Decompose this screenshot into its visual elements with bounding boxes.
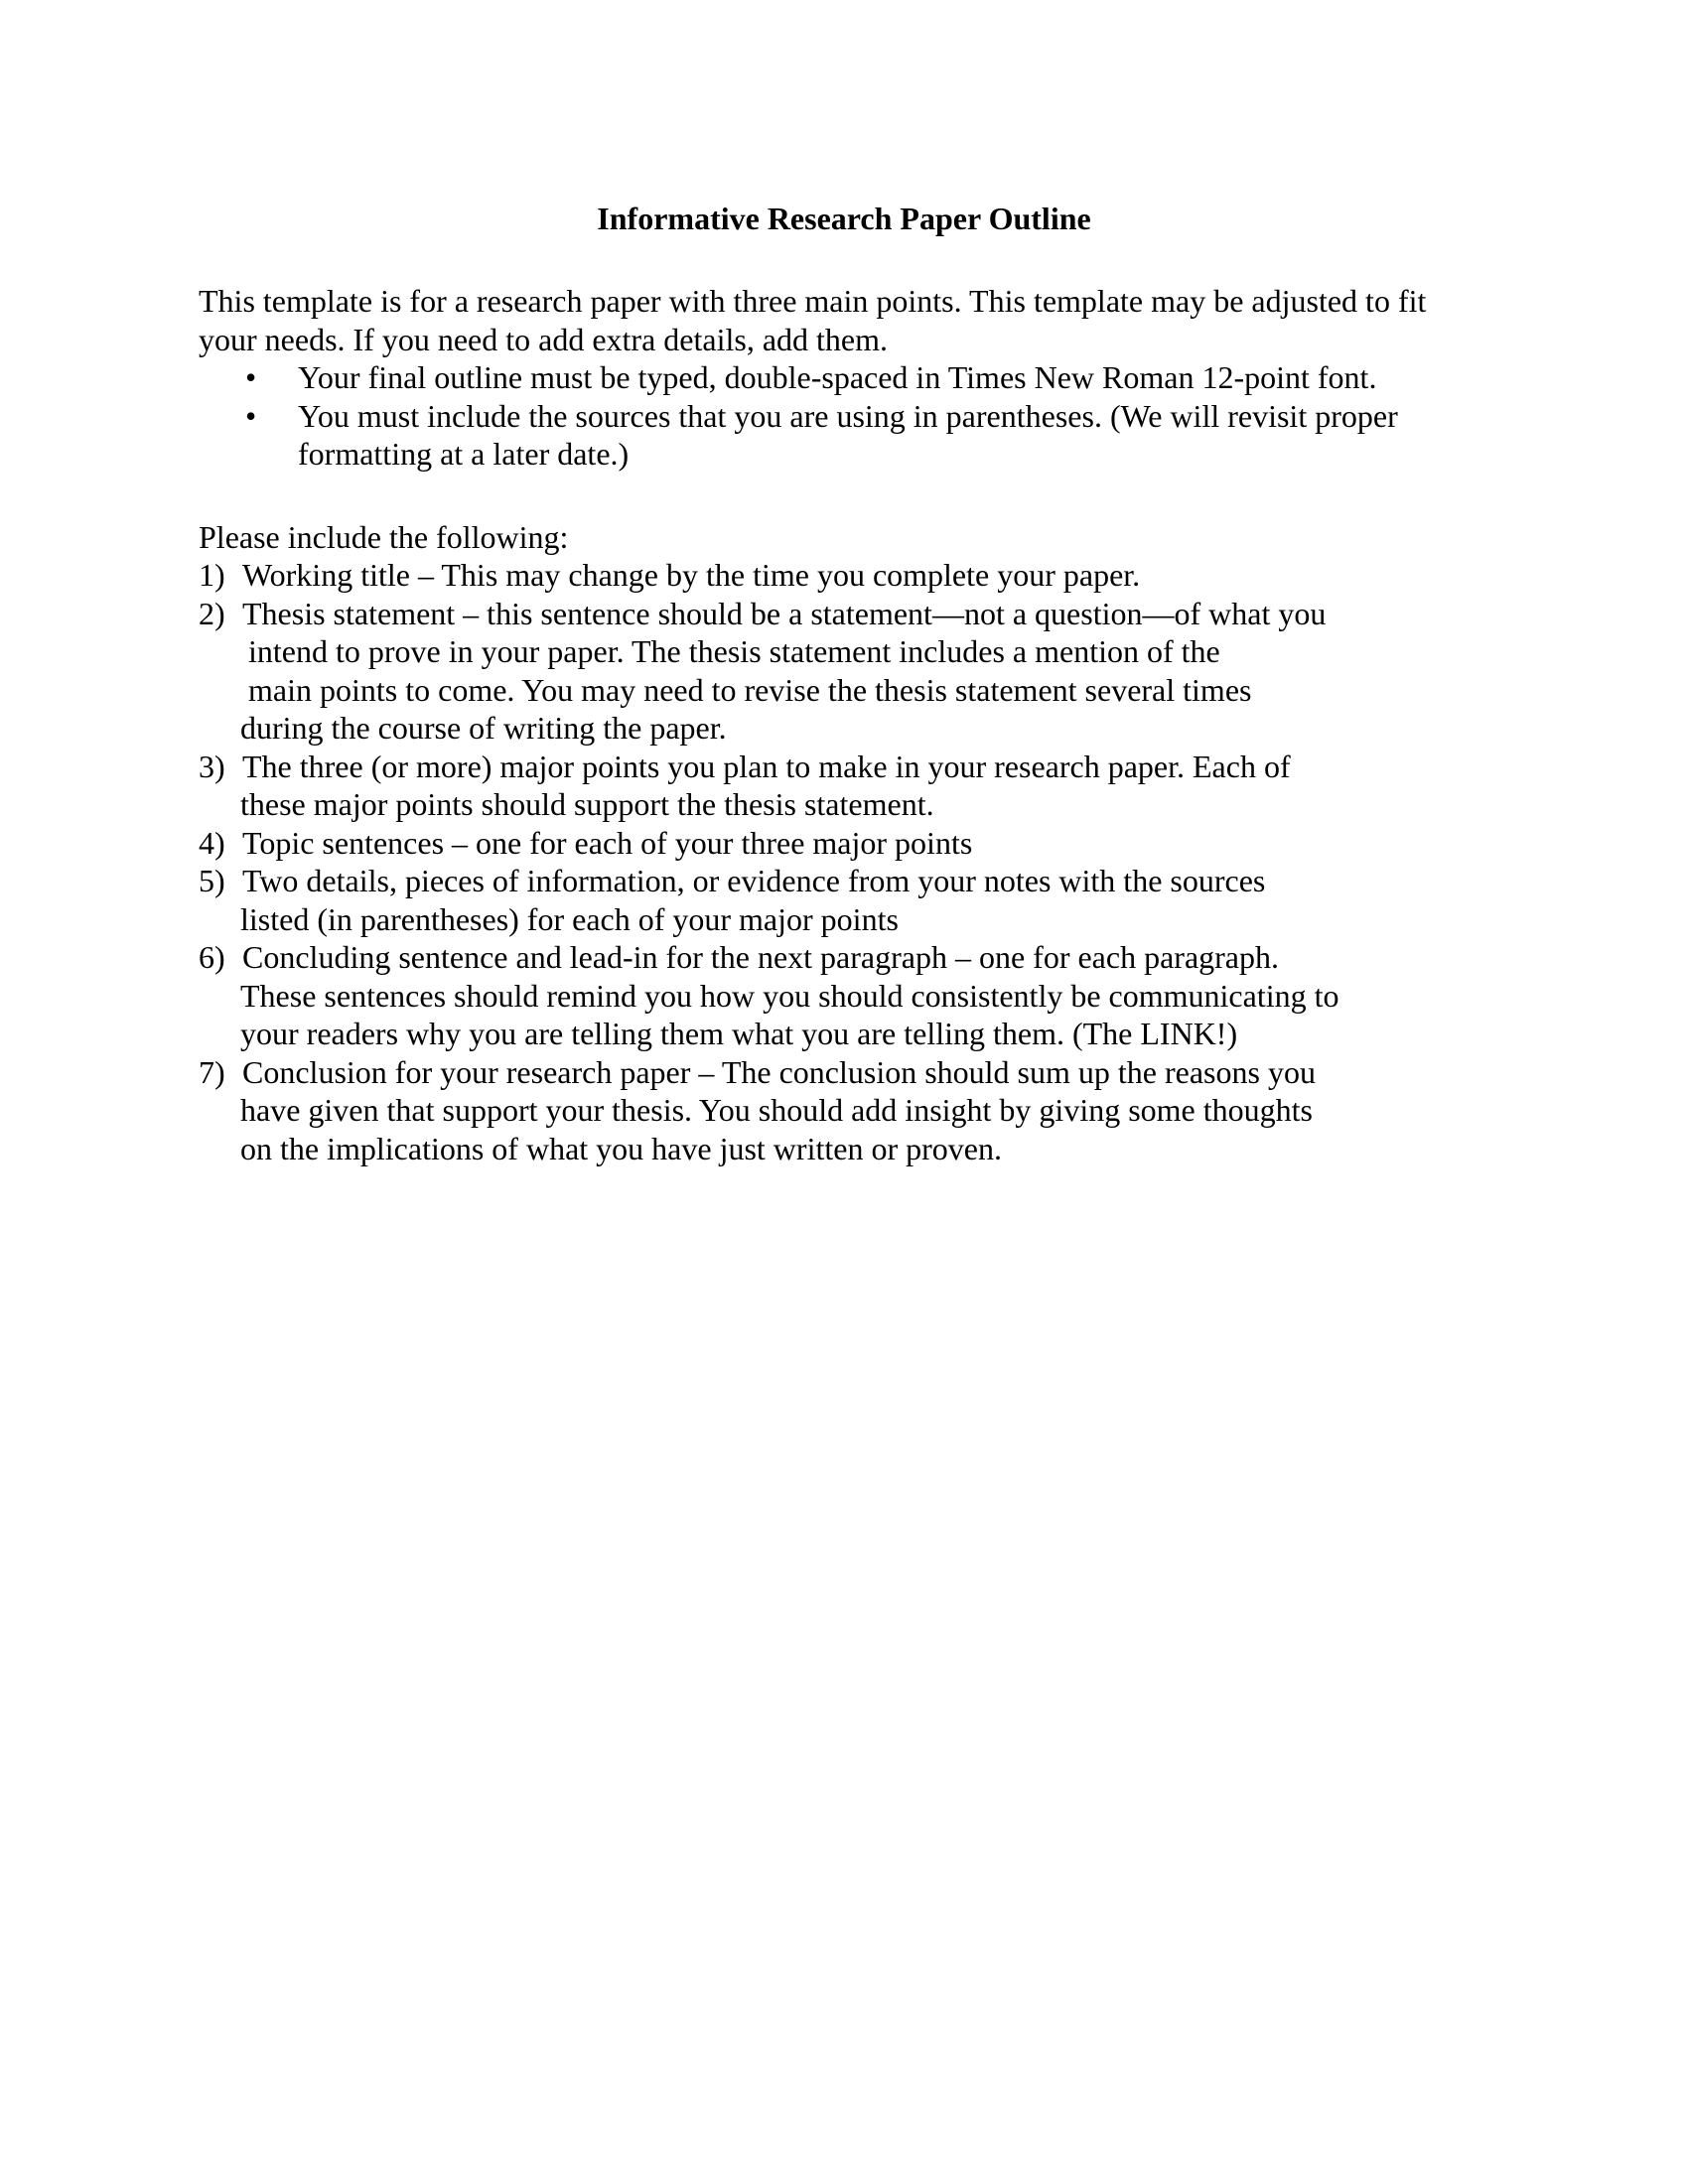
intro-paragraph [199,282,1426,358]
item-line: Two details, pieces of information, or evidence from your notes with the sources [242,863,1266,898]
intro-line: This template is for a research paper with three main points. This template may be adjusted to fit [199,283,1427,319]
item-line: Concluding sentence and lead-in for the next paragraph – one for each paragraph. [242,939,1279,975]
numbered-item [199,824,1338,863]
item-line: these major points should support the thesis statement. [240,786,934,822]
numbered-item [199,862,1338,938]
item-line: listed (in parentheses) for each of your major points [240,900,899,937]
numbered-item [199,748,1338,824]
bullet-item [199,397,1398,474]
item-line: Conclusion for your research paper – The conclusion should sum up the reasons you [242,1053,1316,1090]
include-heading: Please include the following: [199,519,569,555]
bullet-line: formatting at a later date.) [298,436,630,472]
numbered-item [199,1053,1338,1168]
item-line: Working title – This may change by the time you complete your paper. [242,557,1141,593]
item-line: on the implications of what you have just written or proven. [240,1130,1002,1166]
item-line: during the course of writing the paper. [240,710,727,746]
numbered-item [199,556,1338,595]
item-number: 1) [199,557,225,593]
numbered-item [199,938,1338,1053]
item-number: 2) [199,595,225,631]
bullet-icon: • [245,359,257,395]
bullet-item [199,358,1398,397]
bullet-list [199,358,1398,474]
numbered-item [199,595,1338,748]
bullet-line: Your final outline must be typed, double-spaced in Times New Roman 12-point font. [298,359,1377,395]
item-line: have given that support your thesis. You should add insight by giving some thoughts [240,1092,1313,1128]
item-line: The three (or more) major points you plan to make in your research paper. Each of [242,748,1291,784]
item-number: 4) [199,824,225,861]
item-line: Thesis statement – this sentence should be a statement—not a question—of what you [242,595,1327,631]
item-number: 6) [199,939,225,975]
item-line: intend to prove in your paper. The thesis statement includes a mention of the [248,633,1220,669]
bullet-icon: • [245,397,257,434]
item-number: 5) [199,863,225,898]
item-line: main points to come. You may need to revise the thesis statement several times [248,671,1252,708]
document-title: Informative Research Paper Outline [597,201,1091,236]
item-line: Topic sentences – one for each of your three major points [242,824,973,861]
item-number: 3) [199,748,225,784]
numbered-list [199,556,1338,1167]
item-number: 7) [199,1053,225,1090]
intro-line: your needs. If you need to add extra details, add them. [199,321,888,357]
item-line: your readers why you are telling them what you are telling them. (The LINK!) [240,1016,1238,1051]
bullet-line: You must include the sources that you are using in parentheses. (We will revisit proper [298,397,1398,434]
item-line: These sentences should remind you how you should consistently be communicating to [240,977,1339,1014]
